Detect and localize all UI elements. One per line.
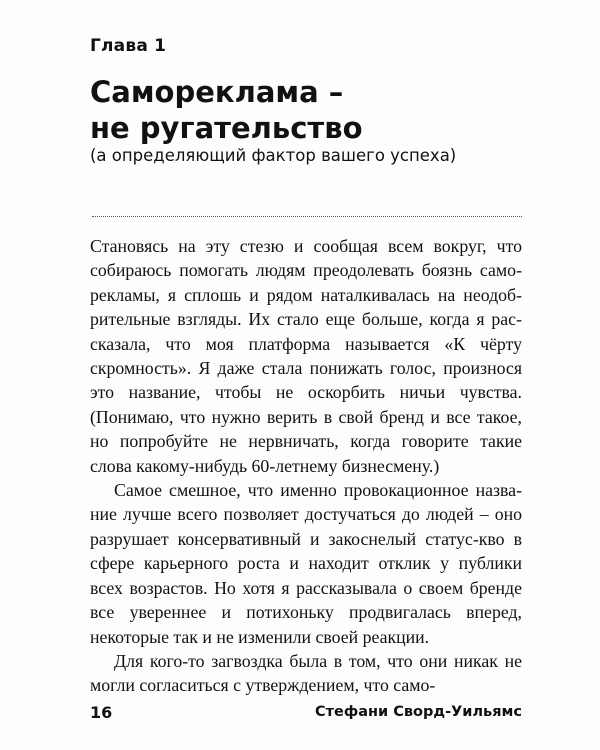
paragraph: Самое смешное, что именно провокационное название лучше всего позволяет достучаться до людей – оно разрушает консервативный и закоснелый статус-кво в сфере карьерного роста и находит отклик у публики всех возрастов. Но хотя я рассказывала о своем бренде все увереннее и потихоньку продвигалась вперед, некоторые так и не изменили своей реакции. [90,480,522,647]
chapter-title [90,74,550,146]
chapter-title-line-1: Самореклама – [90,75,344,109]
dotted-divider [92,216,522,217]
chapter-subtitle: (а определяющий фактор вашего успеха) [90,146,457,165]
page-number: 16 [90,703,113,722]
body-text [90,234,522,698]
chapter-label: Глава 1 [90,36,167,56]
paragraph: Становясь на эту стезю и сообщая всем вокруг, что собираюсь помогать людям преодолевать боязнь саморекламы, я сплошь и рядом наталкивалась на неодобрительные взгляды. Их стало еще больше, когда я рассказала, что моя платформа называется «К чёрту скромность». Я даже стала понижать голос, произнося это название, чтобы не оскорбить ничьи чувства. (Понимаю, что нужно верить в свой бренд и все такое, но попробуйте не нервничать, когда говорите такие слова какому-нибудь 60-летнему бизнесмену.) [90,236,522,476]
running-footer-author: Стефани Сворд-Уильямс [314,704,522,720]
chapter-title-line-2: не ругательство [90,111,363,145]
paragraph: Для кого-то загвоздка была в том, что они никак не могли согласиться с утверждением, что само- [90,650,522,696]
